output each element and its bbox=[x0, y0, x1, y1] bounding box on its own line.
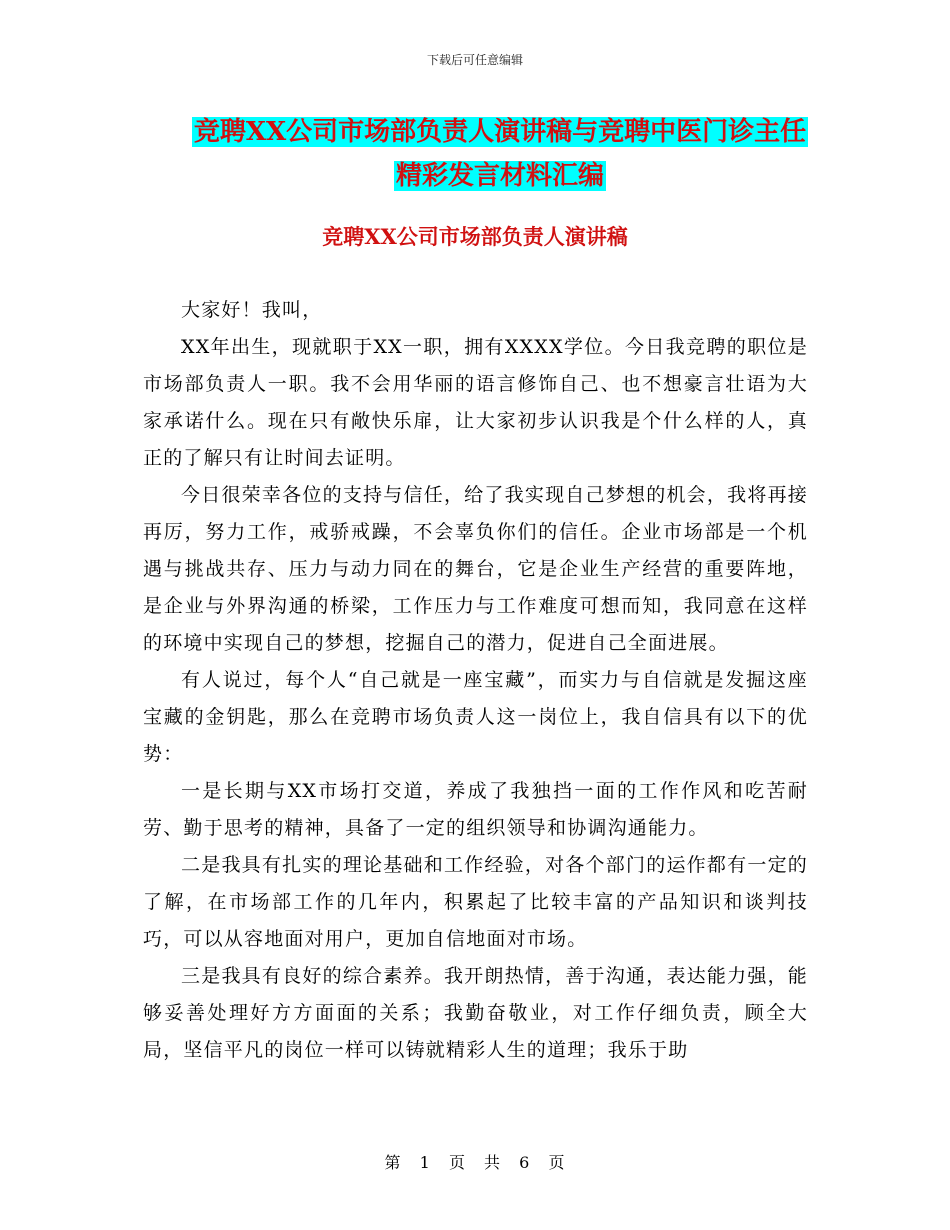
body-text bbox=[143, 292, 808, 1069]
title-line-2: 精彩发言材料汇编 bbox=[395, 161, 604, 191]
title-line-1: 竞聘XX公司市场部负责人演讲稿与竞聘中医门诊主任 bbox=[193, 117, 807, 147]
header-note: 下载后可任意编辑 bbox=[426, 53, 523, 67]
paragraph: 二是我具有扎实的理论基础和工作经验，对各个部门的运作都有一定的了解，在市场部工作的几年内，积累起了比较丰富的产品知识和谈判技巧，可以从容地面对用户，更加自信地面对市场。 bbox=[143, 854, 808, 950]
total-label: 共 bbox=[484, 1153, 502, 1172]
paragraph: XX年出生，现就职于XX一职，拥有XXXX学位。今日我竞聘的职位是市场部负责人一职。我不会用华丽的语言修饰自己、也不想豪言壮语为大家承诺什么。现在只有敞快乐扉，让大家初步认识我是个什么样的人，真正的了解只有让时间去证明。 bbox=[143, 336, 808, 469]
page-label: 第 bbox=[384, 1153, 402, 1172]
paragraph: 有人说过，每个人“自己就是一座宝藏”，而实力与自信就是发掘这座宝藏的金钥匙，那么在竞聘市场负责人这一岗位上，我自信具有以下的优势： bbox=[143, 669, 808, 765]
section-title: 竞聘XX公司市场部负责人演讲稿 bbox=[322, 224, 628, 249]
page-number: 1 bbox=[419, 1153, 431, 1172]
paragraph: 今日很荣幸各位的支持与信任，给了我实现自己梦想的机会，我将再接再厉，努力工作，戒骄戒躁，不会辜负你们的信任。企业市场部是一个机遇与挑战共存、压力与动力同在的舞台，它是企业生产经营的重要阵地，是企业与外界沟通的桥梁，工作压力与工作难度可想而知，我同意在这样的环境中实现自己的梦想，挖掘自己的潜力，促进自己全面进展。 bbox=[143, 484, 808, 654]
total-unit: 页 bbox=[548, 1153, 566, 1172]
page-unit: 页 bbox=[448, 1153, 466, 1172]
paragraph: 一是长期与XX市场打交道，养成了我独挡一面的工作作风和吃苦耐劳、勤于思考的精神，具备了一定的组织领导和协调沟通能力。 bbox=[143, 780, 808, 839]
page-footer bbox=[0, 1152, 950, 1174]
total-pages: 6 bbox=[519, 1153, 531, 1172]
document-title bbox=[130, 110, 870, 198]
paragraph: 大家好！我叫， bbox=[181, 299, 323, 321]
paragraph: 三是我具有良好的综合素养。我开朗热情，善于沟通，表达能力强，能够妥善处理好方方面面的关系；我勤奋敬业，对工作仔细负责，顾全大局，坚信平凡的岗位一样可以铸就精彩人生的道理；我乐于助 bbox=[143, 965, 808, 1061]
